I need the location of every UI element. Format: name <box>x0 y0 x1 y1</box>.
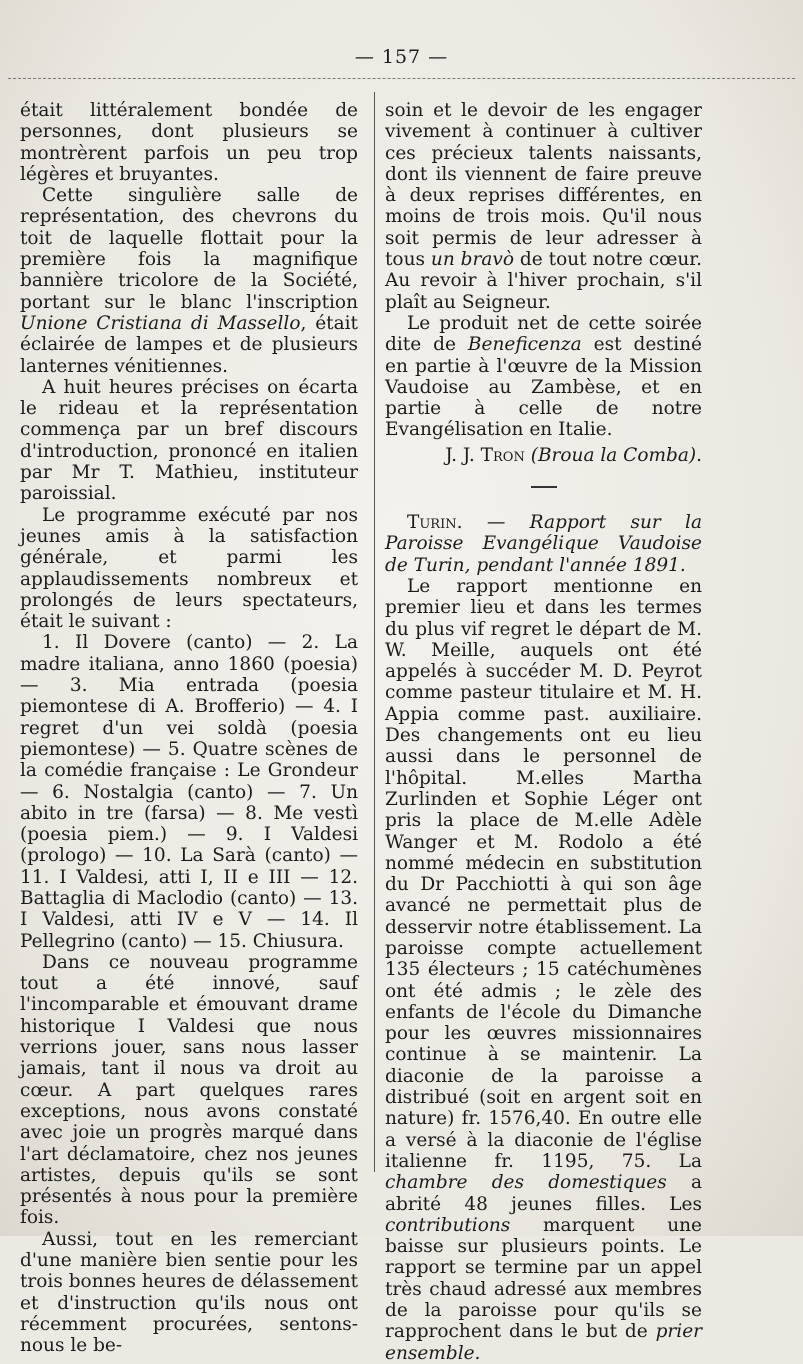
paragraph: Le produit net de cette soirée dite de Beneficenza est destiné en partie à l'œuvre de la Mission Vaudoise au Zambèse, et en partie à celle de notre Evangélisation en Italie. <box>385 312 702 441</box>
left-column <box>20 100 358 1357</box>
column-divider <box>374 92 375 1172</box>
header-rule <box>8 78 795 79</box>
paragraph: était littéralement bondée de personnes, dont plusieurs se montrèrent parfois un peu trop légères et bruyantes. <box>20 100 358 185</box>
signature: J. J. Tron (Broua la Comba). <box>445 444 702 466</box>
paragraph: Dans ce nouveau programme tout a été innové, sauf l'incomparable et émouvant drame historique I Valdesi que nous verrions jouer, sans nous lasser jamais, tant il nous va droit au cœur. A part quelques rares exceptions, nous avons constaté avec joie un progrès marqué dans l'art déclamatoire, chez nos jeunes artistes, depuis qu'ils se sont présentés à nous pour la première fois. <box>20 951 358 1229</box>
paragraph: A huit heures précises on écarta le rideau et la représentation commença par un bref discours d'introduction, prononcé en italien par Mr T. Mathieu, instituteur paroissial. <box>20 376 358 505</box>
page-number: — 157 — <box>354 46 449 68</box>
paragraph: Le programme exécuté par nos jeunes amis à la satisfaction générale, et parmi les applaudissements nombreux et prolongés de leurs spectateurs, était le suivant : <box>20 504 358 633</box>
paragraph: Le rapport mentionne en premier lieu et dans les termes du plus vif regret le départ de M. W. Meille, auquels ont été appelés à succéder M. D. Peyrot comme pasteur titulaire et M. H. Appia comme past. auxiliaire. Des changements ont eu lieu aussi dans le personnel de l'hôpital. M.elles Martha Zurlinden et Sophie Léger ont pris la place de M.elle Adèle Wanger et M. Rodolo a été nommé médecin en substitution du Dr Pacchiotti à qui son âge avancé ne permettait plus de desservir notre établissement. La paroisse compte actuellement 135 électeurs ; 15 catéchumènes ont été admis ; le zèle des enfants de l'école du Dimanche pour les œuvres missionnaires continue à se maintenir. La diaconie de la paroisse a distribué (soit en argent soit en nature) fr. 1576,40. En outre elle a versé à la diaconie de l'église italienne fr. 1195, 75. La chambre des domestiques a abrité 48 jeunes filles. Les contributions marquent une baisse sur plusieurs points. Le rapport se termine par un appel très chaud adressé aux membres de la paroisse pour qu'ils se rapprochent dans le but de prier ensemble. <box>385 575 702 1364</box>
program-list: 1. Il Dovere (canto) — 2. La madre italiana, anno 1860 (poesia) — 3. Mia entrada (poesia piemontese di A. Brofferio) — 4. I regret d'un vei soldà (poesia piemontese) — 5. Quatre scènes de la comédie française : Le Grondeur — 6. Nostalgia (canto) — 7. Un abito in tre (farsa) — 8. Me vestì (poesia piem.) — 9. I Valdesi (prologo) — 10. La Sarà (canto) — 11. I Valdesi, atti I, II e III — 12. Battaglia di Maclodio (canto) — 13. I Valdesi, atti IV e V — 14. Il Pellegrino (canto) — 15. Chiusura. <box>20 632 358 952</box>
paragraph: soin et le devoir de les engager vivement à continuer à cultiver ces précieux talents naissants, dont ils viennent de faire preuve à deux reprises différentes, en moins de trois mois. Qu'il nous soit permis de leur adresser à tous un bravò de tout notre cœur. Au revoir à l'hiver prochain, s'il plaît au Seigneur. <box>385 100 702 313</box>
section-heading: Turin. — Rapport sur la Paroisse Evangélique Vaudoise de Turin, pendant l'année 1891. <box>385 512 702 576</box>
paragraph: Cette singulière salle de représentation, des chevrons du toit de laquelle flottait pour la première fois la magnifique bannière tricolore de la Société, portant sur le blanc l'inscription Unione Cristiana di Massello, était éclairée de lampes et de plusieurs lanternes vénitiennes. <box>20 185 358 377</box>
right-column <box>385 100 702 1364</box>
section-divider <box>531 486 557 488</box>
paragraph: Aussi, tout en les remerciant d'une manière bien sentie pour les trois bonnes heures de délassement et d'instruction qu'ils nous ont récemment procurées, sentons-nous le be- <box>20 1228 358 1357</box>
inscription: Unione Cristiana di Massello <box>20 312 301 334</box>
